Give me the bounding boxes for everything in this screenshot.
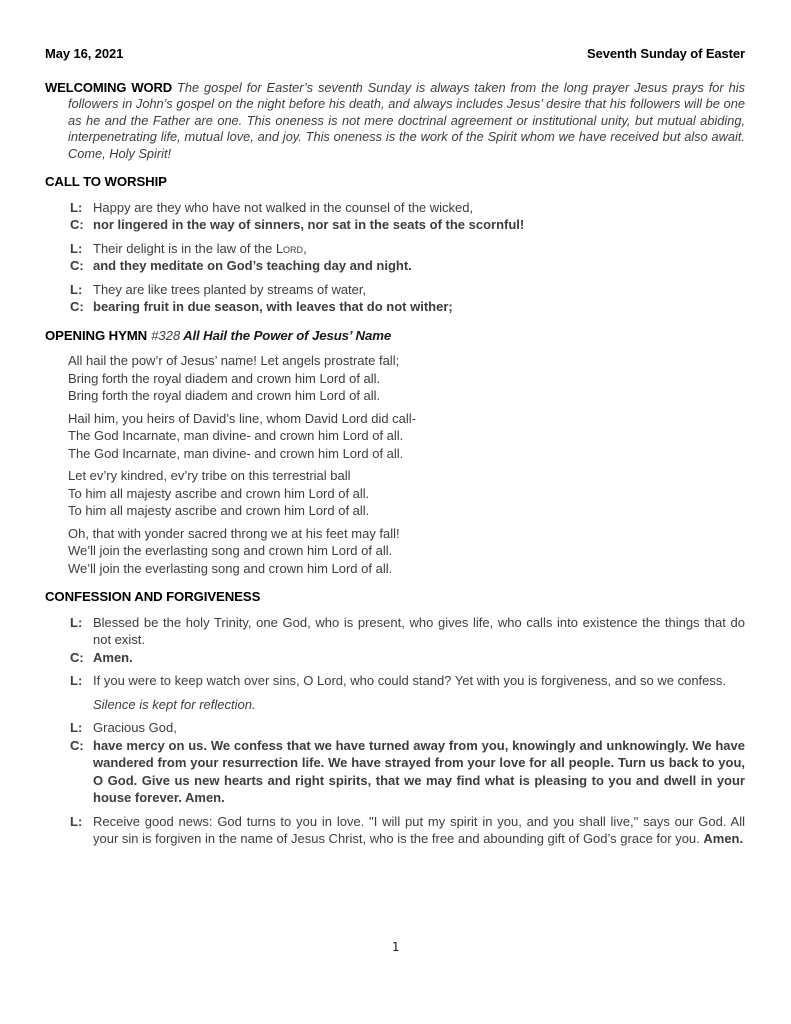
congregation-line: [45, 257, 745, 275]
leader-line: [45, 240, 745, 258]
leader-line: [45, 614, 745, 649]
amen-emphasis: Amen.: [703, 831, 744, 847]
responsory-pair: [45, 281, 745, 316]
leader-line: [45, 813, 745, 848]
speaker-label: L:: [70, 281, 83, 297]
hymn-line: To him all majesty ascribe and crown him Lord of all.: [68, 485, 370, 501]
welcoming-word-paragraph: [45, 80, 745, 163]
call-to-worship-heading: CALL TO WORSHIP: [45, 174, 167, 190]
leader-line: [45, 672, 745, 690]
speaker-label: C:: [70, 258, 84, 274]
congregation-text: bearing fruit in due season, with leaves that do not wither;: [93, 299, 453, 315]
leader-text: Their delight is in the law of the Lord,: [93, 240, 307, 256]
divine-name: Lord: [275, 240, 304, 256]
speaker-label: C:: [70, 217, 84, 233]
page-number: 1: [391, 940, 400, 954]
hymn-number: #328: [151, 327, 181, 343]
header-sunday-title: Seventh Sunday of Easter: [587, 46, 745, 61]
hymn-line: We’ll join the everlasting song and crown him Lord of all.: [68, 543, 393, 559]
congregation-text: nor lingered in the way of sinners, nor sat in the seats of the scornful!: [93, 217, 525, 233]
leader-text: If you were to keep watch over sins, O Lord, who could stand? Yet with you is forgiveness, and so we confess.: [93, 673, 727, 689]
speaker-label: C:: [70, 737, 84, 753]
congregation-text: Amen.: [93, 649, 133, 665]
leader-text: Receive good news: God turns to you in love. "I will put my spirit in you, and you shall live," says our God. All your sin is forgiven in the name of Jesus Christ, who is the free and abounding gift of God’s grace for you. Amen.: [93, 813, 745, 847]
welcoming-word-heading: WELCOMING WORD: [45, 79, 173, 95]
silence-rubric: Silence is kept for reflection.: [93, 696, 256, 712]
hymn-line: We’ll join the everlasting song and crown him Lord of all.: [68, 560, 393, 576]
leader-paragraph: [45, 672, 745, 690]
leader-line: [45, 199, 745, 217]
hymn-stanza: [68, 467, 745, 520]
hymn-line: Oh, that with yonder sacred throng we at his feet may fall!: [68, 525, 400, 541]
hymn-line: The God Incarnate, man divine- and crown him Lord of all.: [68, 445, 404, 461]
call-to-worship-section: [45, 173, 745, 316]
opening-hymn-section: [45, 327, 745, 578]
responsory-pair: [45, 199, 745, 234]
hymn-line: All hail the pow’r of Jesus’ name! Let angels prostrate fall;: [68, 353, 400, 369]
leader-text: Gracious God,: [93, 720, 177, 736]
header-date: May 16, 2021: [45, 46, 124, 61]
document-header: [45, 45, 745, 63]
leader-paragraph: [45, 813, 745, 848]
confession-heading: CONFESSION AND FORGIVENESS: [45, 589, 261, 605]
responsory-pair: [45, 240, 745, 275]
speaker-label: C:: [70, 649, 84, 665]
hymn-line: Hail him, you heirs of David’s line, whom David Lord did call-: [68, 410, 417, 426]
welcoming-word-text: The gospel for Easter’s seventh Sunday is always taken from the long prayer Jesus prays for his followers in John’s gospel on the night before his death, and always includes Jesus’ desire that his followers will be one as he and the Father are one. This oneness is not mere doctrinal agreement or institutional unity, but mutual abiding, interpenetrating life, mutual love, and joy. This oneness is the work of the Spirit whom we have received but also await. Come, Holy Spirit!: [68, 79, 745, 161]
speaker-label: C:: [70, 299, 84, 315]
congregation-line: [45, 649, 745, 667]
hymn-stanza: [68, 525, 745, 578]
hymn-line: Bring forth the royal diadem and crown him Lord of all.: [68, 370, 381, 386]
leader-line: [45, 281, 745, 299]
responsory-pair: [45, 614, 745, 667]
congregation-text: and they meditate on God’s teaching day and night.: [93, 258, 412, 274]
hymn-title: All Hail the Power of Jesus’ Name: [183, 327, 392, 343]
hymn-stanza: [68, 352, 745, 405]
congregation-line: [45, 216, 745, 234]
speaker-label: L:: [70, 720, 83, 736]
hymn-stanza: [68, 410, 745, 463]
hymn-line: The God Incarnate, man divine- and crown him Lord of all.: [68, 428, 404, 444]
opening-hymn-heading: [45, 327, 745, 345]
hymn-line: Bring forth the royal diadem and crown him Lord of all.: [68, 388, 381, 404]
speaker-label: L:: [70, 673, 83, 689]
confession-section: [45, 588, 745, 848]
speaker-label: L:: [70, 614, 83, 630]
leader-line: [45, 719, 745, 737]
leader-text: Happy are they who have not walked in the counsel of the wicked,: [93, 199, 474, 215]
hymn-heading-label: OPENING HYMN: [45, 327, 148, 343]
congregation-line: [45, 737, 745, 807]
congregation-text: have mercy on us. We confess that we have turned away from you, knowingly and unknowingly. We have wandered from your resurrection life. We have strayed from your love for all people. Turn us back to you, O God. Give us new hearts and right spirits, that we may find what is pleasing to you and dwell in your house forever. Amen.: [93, 737, 745, 806]
speaker-label: L:: [70, 240, 83, 256]
hymn-line: Let ev’ry kindred, ev’ry tribe on this terrestrial ball: [68, 468, 351, 484]
speaker-label: L:: [70, 199, 83, 215]
congregation-line: [45, 298, 745, 316]
speaker-label: L:: [70, 813, 83, 829]
hymn-line: To him all majesty ascribe and crown him Lord of all.: [68, 503, 370, 519]
responsory-pair: [45, 719, 745, 807]
leader-text: Blessed be the holy Trinity, one God, who is present, who gives life, who calls into existence the things that do not exist.: [93, 614, 745, 648]
leader-text: They are like trees planted by streams of water,: [93, 281, 367, 297]
